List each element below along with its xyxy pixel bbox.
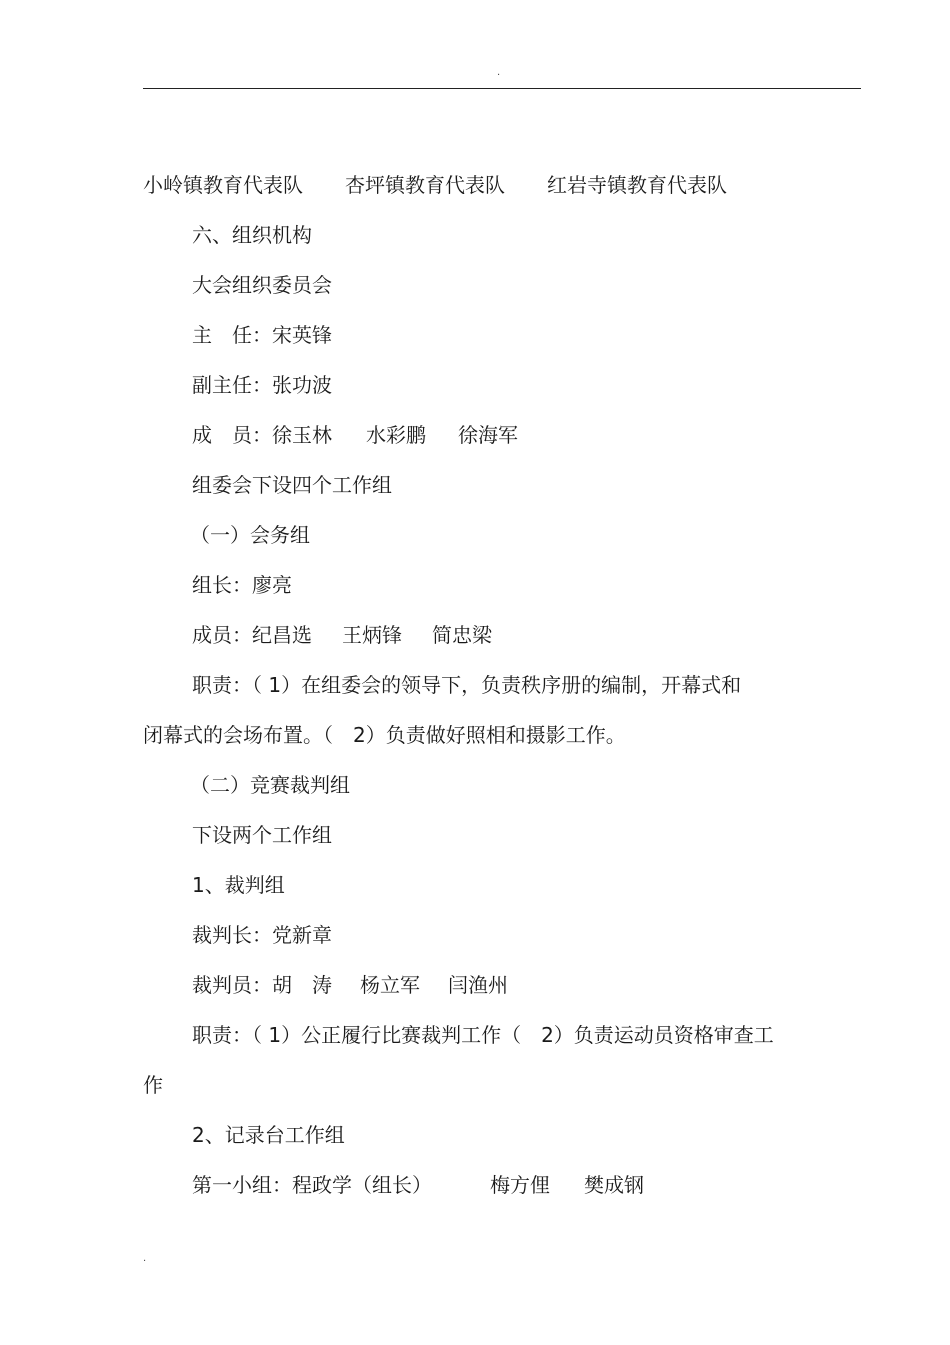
referee-name: 胡 涛 [272, 973, 332, 997]
section-heading: 六、组织机构 [192, 223, 312, 247]
group2-intro: 下设两个工作组 [192, 823, 332, 847]
deputy-line [143, 360, 853, 410]
group1-leader: 组长：廖亮 [192, 573, 292, 597]
team-name: 红岩寺镇教育代表队 [547, 173, 727, 197]
sub1-title: 1、裁判组 [192, 873, 285, 897]
committee-title: 大会组织委员会 [192, 273, 332, 297]
sub1-duty-line1: 职责：（ 1）公正履行比赛裁判工作（ 2）负责运动员资格审查工 [192, 1023, 774, 1047]
team-member-name: 程政学（组长） [292, 1173, 432, 1197]
group1-duty-line1: 职责：（ 1）在组委会的领导下，负责秩序册的编制，开幕式和 [192, 673, 742, 697]
sub2-title: 2、记录台工作组 [192, 1123, 345, 1147]
group1-duty-line2: 闭幕式的会场布置。（ 2）负责做好照相和摄影工作。 [143, 723, 626, 747]
members-label: 成 员： [192, 423, 272, 447]
group1-members-line [143, 610, 853, 660]
header-rule [143, 88, 861, 89]
referee-name: 闫渔州 [448, 973, 508, 997]
referee-name: 杨立军 [360, 973, 420, 997]
team-member-name: 梅方俚 [490, 1173, 550, 1197]
team-name: 小岭镇教育代表队 [143, 173, 303, 197]
referees-line [143, 960, 853, 1010]
group1-title: （一）会务组 [190, 523, 310, 547]
group1-members-label: 成员： [192, 623, 252, 647]
team1-line [143, 1160, 853, 1210]
member-name: 徐海军 [458, 423, 518, 447]
member-name: 水彩鹏 [366, 423, 426, 447]
referees-label: 裁判员： [192, 973, 272, 997]
team-member-name: 樊成钢 [584, 1173, 644, 1197]
group2-title: （二）竞赛裁判组 [190, 773, 350, 797]
groups-intro: 组委会下设四个工作组 [192, 473, 392, 497]
member-name: 简忠梁 [432, 623, 492, 647]
footer-mark: · [143, 1256, 147, 1267]
team1-label: 第一小组： [192, 1173, 292, 1197]
member-name: 纪昌选 [252, 623, 312, 647]
header-mark: · [497, 70, 501, 81]
director-name: 宋英锋 [272, 323, 332, 347]
teams-line [143, 160, 853, 210]
member-name: 徐玉林 [272, 423, 332, 447]
sub1-duty-line2: 作 [143, 1073, 163, 1097]
chief-referee-line: 裁判长：党新章 [192, 923, 332, 947]
director-line [143, 310, 853, 360]
deputy-name: 张功波 [272, 373, 332, 397]
document-body [143, 160, 853, 1210]
director-label: 主 任： [192, 323, 272, 347]
member-name: 王炳锋 [342, 623, 402, 647]
members-line [143, 410, 853, 460]
deputy-label: 副主任： [192, 373, 272, 397]
team-name: 杏坪镇教育代表队 [345, 173, 505, 197]
